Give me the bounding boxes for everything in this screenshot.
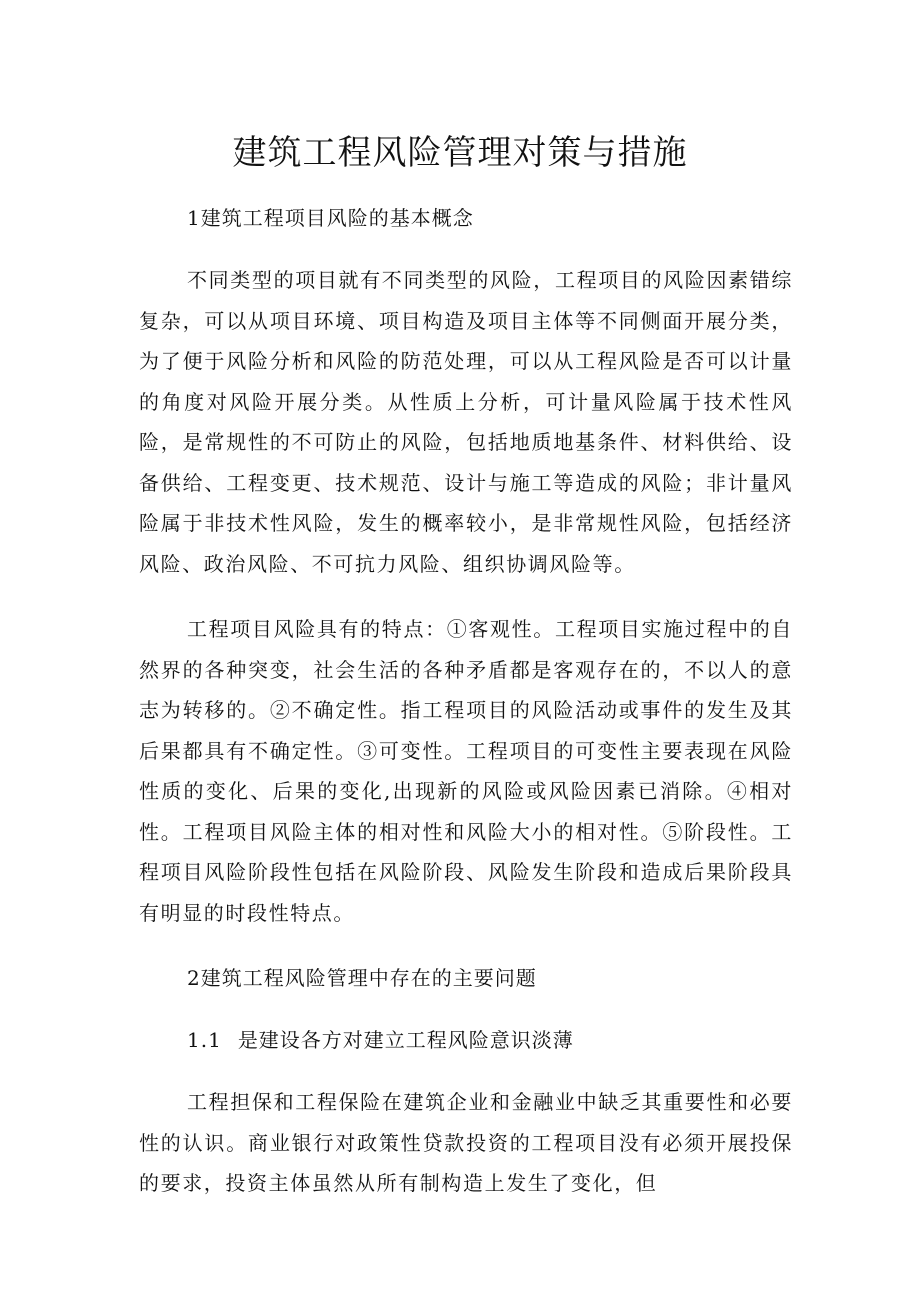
spacer: [139, 933, 793, 958]
subsection-title: 是建设各方对建立工程风险意识淡薄: [237, 1028, 574, 1052]
spacer: [139, 1060, 793, 1082]
section-1-paragraph-1: 不同类型的项目就有不同类型的风险，工程项目的风险因素错综复杂，可以从项目环境、项目构造及项目主体等不同侧面开展分类，为了便于风险分析和风险的防范处理，可以从工程风险是否可以计量的角度对风险开展分类。从性质上分析，可计量风险属于技术性风险，是常规性的不可防止的风险，包括地质地基条件、材料供给、设备供给、工程变更、技术规范、设计与施工等造成的风险；非计量风险属于非技术性风险，发生的概率较小，是非常规性风险，包括经济风险、政治风险、不可抗力风险、组织协调风险等。: [139, 268, 793, 576]
subsection-1-1-heading: [139, 1020, 793, 1060]
spacer: [139, 238, 793, 260]
document-body: [139, 198, 793, 1204]
section-2-paragraph-1: 工程担保和工程保险在建筑企业和金融业中缺乏其重要性和必要性的认识。商业银行对政策性贷款投资的工程项目没有必须开展投保的要求，投资主体虽然从所有制构造上发生了变化，但: [139, 1090, 793, 1195]
section-1-paragraph-2: 工程项目风险具有的特点：①客观性。工程项目实施过程中的自然界的各种突变，社会生活的各种矛盾都是客观存在的，不以人的意志为转移的。②不确定性。指工程项目的风险活动或事件的发生及其后果都具有不确定性。③可变性。工程项目的可变性主要表现在风险性质的变化、后果的变化,出现新的风险或风险因素已消除。④相对性。工程项目风险主体的相对性和风险大小的相对性。⑤阶段性。工程项目风险阶段性包括在风险阶段、风险发生阶段和造成后果阶段具有明显的时段性特点。: [139, 617, 793, 925]
document-title: 建筑工程风险管理对策与措施: [232, 133, 688, 173]
section-1-heading: 1建筑工程项目风险的基本概念: [187, 206, 474, 230]
spacer: [139, 584, 793, 609]
section-2-heading: 2建筑工程风险管理中存在的主要问题: [187, 966, 537, 990]
spacer: [139, 998, 793, 1020]
subsection-number: 1.1: [187, 1028, 222, 1052]
